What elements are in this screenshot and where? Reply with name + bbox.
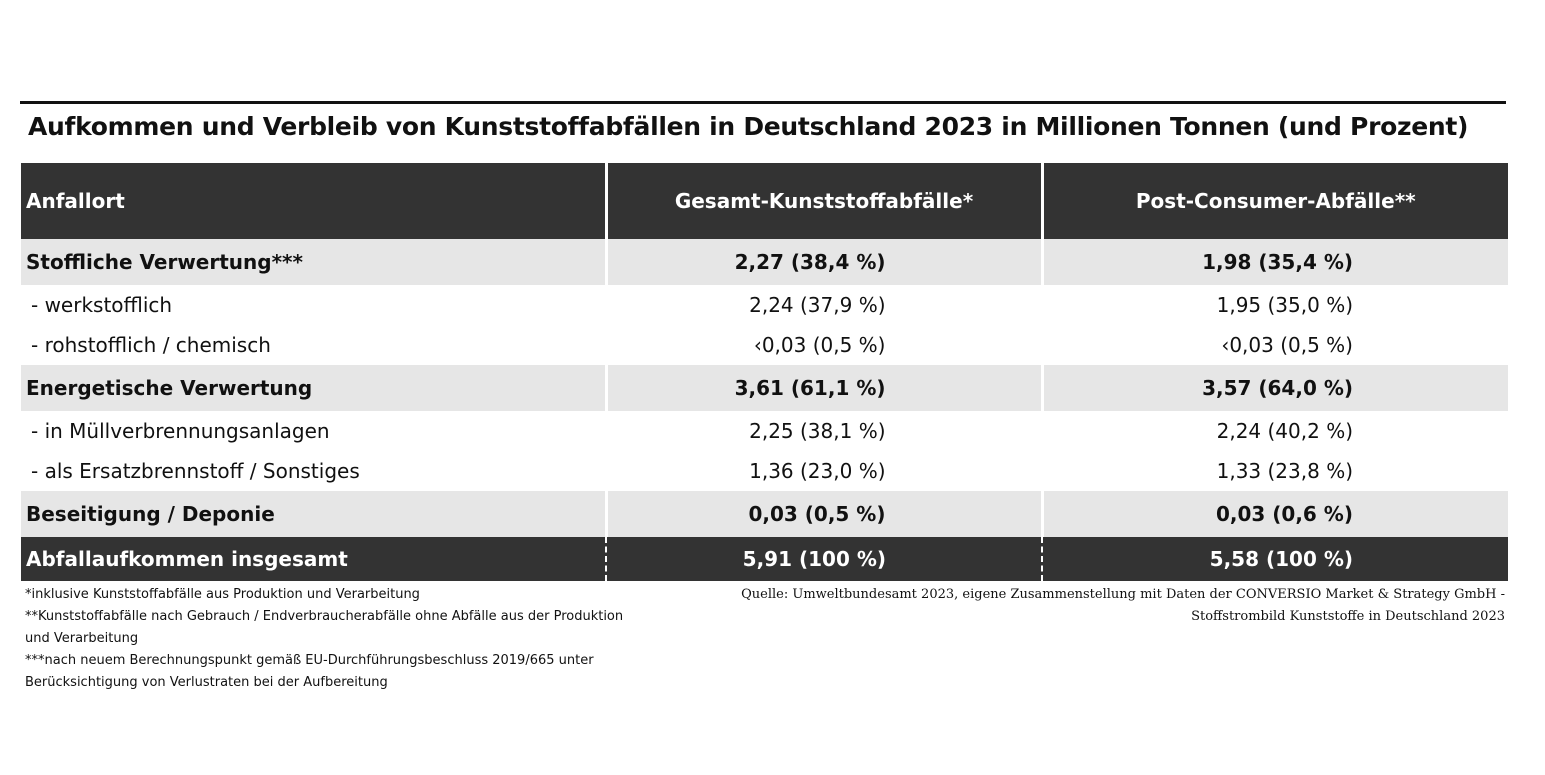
table-row	[21, 491, 1508, 537]
data-table	[21, 163, 1508, 581]
header-gesamt: Gesamt-Kunststoffabfälle*	[606, 163, 1042, 239]
row-label: - als Ersatzbrennstoff / Sonstiges	[21, 451, 606, 491]
value-post-consumer: ‹0,03 (0,5 %)	[1042, 325, 1508, 365]
value-post-consumer: 5,58 (100 %)	[1042, 537, 1508, 581]
top-rule	[20, 101, 1506, 104]
row-label: Stoffliche Verwertung***	[21, 239, 606, 285]
table-row	[21, 285, 1508, 325]
row-label: Beseitigung / Deponie	[21, 491, 606, 537]
value-gesamt: 5,91 (100 %)	[606, 537, 1042, 581]
table-row	[21, 325, 1508, 365]
value-gesamt: ‹0,03 (0,5 %)	[606, 325, 1042, 365]
total-row	[21, 537, 1508, 581]
value-gesamt: 2,25 (38,1 %)	[606, 411, 1042, 451]
value-gesamt: 3,61 (61,1 %)	[606, 365, 1042, 411]
value-post-consumer: 1,33 (23,8 %)	[1042, 451, 1508, 491]
source-note: Quelle: Umweltbundesamt 2023, eigene Zusammenstellung mit Daten der CONVERSIO Market & Strategy GmbH - Stoffstrombild Kunststoffe in Deutschland 2023	[741, 587, 1505, 624]
table-row	[21, 411, 1508, 451]
footnotes	[25, 584, 625, 694]
value-gesamt: 1,36 (23,0 %)	[606, 451, 1042, 491]
footnote-1: *inklusive Kunststoffabfälle aus Produktion und Verarbeitung	[25, 587, 420, 602]
row-label: Energetische Verwertung	[21, 365, 606, 411]
table-row	[21, 239, 1508, 285]
row-label: Abfallaufkommen insgesamt	[21, 537, 606, 581]
chart-title: Aufkommen und Verbleib von Kunststoffabfällen in Deutschland 2023 in Millionen Tonnen (und Prozent)	[28, 112, 1469, 141]
value-gesamt: 2,24 (37,9 %)	[606, 285, 1042, 325]
value-post-consumer: 2,24 (40,2 %)	[1042, 411, 1508, 451]
row-label: - in Müllverbrennungsanlagen	[21, 411, 606, 451]
header-row	[21, 163, 1508, 239]
footnote-3: ***nach neuem Berechnungspunkt gemäß EU-Durchführungsbeschluss 2019/665 unter Berücksichtigung von Verlustraten bei der Aufbereitung	[25, 653, 594, 690]
value-gesamt: 2,27 (38,4 %)	[606, 239, 1042, 285]
value-post-consumer: 3,57 (64,0 %)	[1042, 365, 1508, 411]
row-label: - werkstofflich	[21, 285, 606, 325]
value-post-consumer: 1,95 (35,0 %)	[1042, 285, 1508, 325]
value-post-consumer: 0,03 (0,6 %)	[1042, 491, 1508, 537]
value-post-consumer: 1,98 (35,4 %)	[1042, 239, 1508, 285]
row-label: - rohstofflich / chemisch	[21, 325, 606, 365]
table-row	[21, 451, 1508, 491]
table-row	[21, 365, 1508, 411]
header-anfallort: Anfallort	[21, 163, 606, 239]
header-post-consumer: Post-Consumer-Abfälle**	[1042, 163, 1508, 239]
footnote-2: **Kunststoffabfälle nach Gebrauch / Endverbraucherabfälle ohne Abfälle aus der Produktion und Verarbeitung	[25, 609, 624, 646]
value-gesamt: 0,03 (0,5 %)	[606, 491, 1042, 537]
